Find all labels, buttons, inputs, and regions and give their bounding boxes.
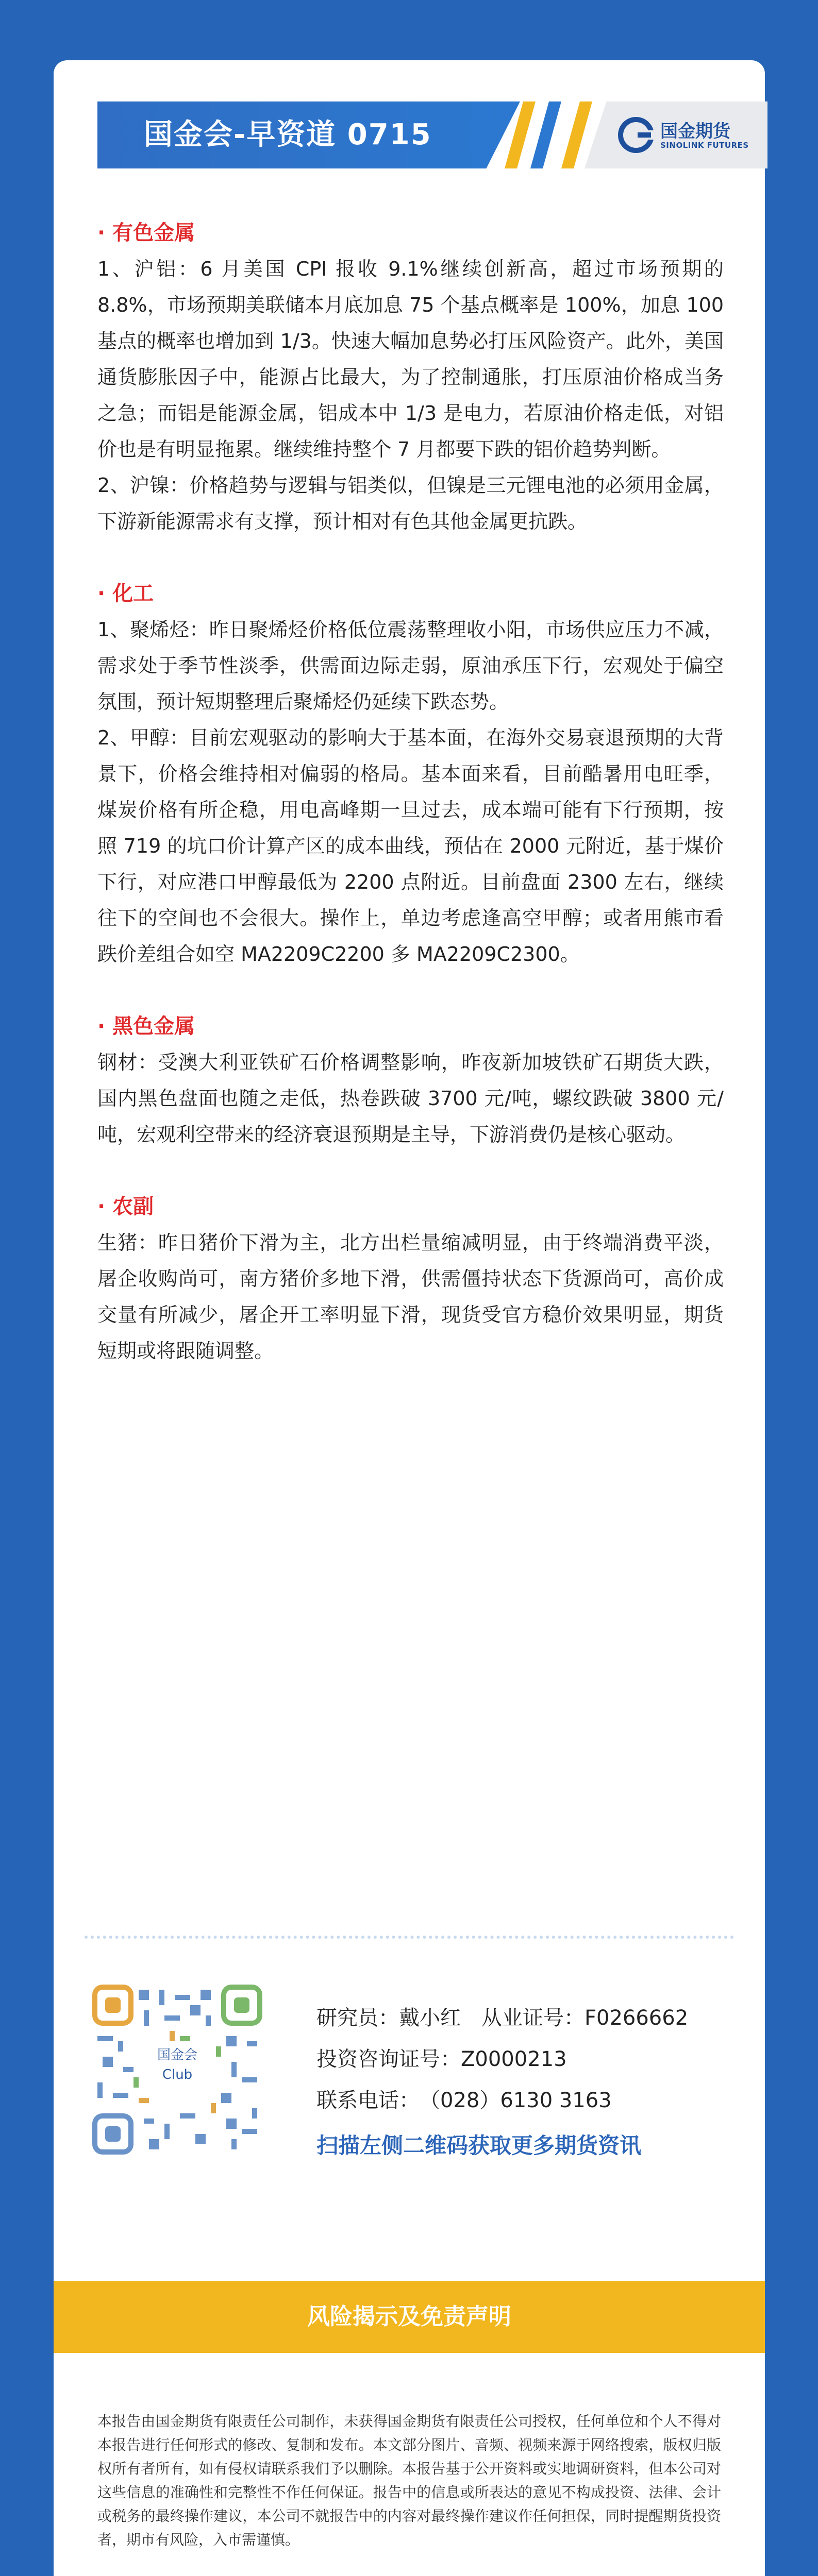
advisory-number: Z0000213 xyxy=(461,2047,567,2071)
qr-code[interactable] xyxy=(92,1985,262,2155)
page-title: 国金会-早资道 0715 xyxy=(144,118,432,151)
brand-name-cn: 国金期货 xyxy=(660,121,730,142)
dotted-divider xyxy=(85,1936,734,1939)
section-paragraph: 生猪：昨日猪价下滑为主，北方出栏量缩减明显，由于终端消费平淡，屠企收购尚可，南方猪价多地下滑，供需僵持状态下货源尚可，高价成交量有所减少，屠企开工率明显下滑，现货受官方稳价效果明显，期货短期或将跟随调整。 xyxy=(97,1231,724,1362)
sinolink-logo-icon xyxy=(618,117,654,153)
researcher-label: 研究员： xyxy=(316,2006,399,2030)
advisory-label: 投资咨询证号： xyxy=(316,2047,461,2071)
decor-stripe xyxy=(530,101,561,168)
section-title: · 农副 xyxy=(97,1195,154,1218)
section-paragraph: 钢材：受澳大利亚铁矿石价格调整影响，昨夜新加坡铁矿石期货大跌，国内黑色盘面也随之走低，热卷跌破 3700 元/吨，螺纹跌破 3800 元/吨，宏观利空带来的经济衰退预期是主导，下游消费仍是核心驱动。 xyxy=(97,1051,724,1146)
researcher-row xyxy=(316,1997,688,2039)
section-paragraph: 1、聚烯烃：昨日聚烯烃价格低位震荡整理收小阳，市场供应压力不减，需求处于季节性淡季，供需面边际走弱，原油承压下行，宏观处于偏空氛围，预计短期整理后聚烯烃仍延续下跌态势。 xyxy=(97,618,724,713)
phone-number[interactable]: （028）6130 3163 xyxy=(420,2089,612,2112)
brand-name-en: SINOLINK FUTURES xyxy=(660,141,749,150)
section-title: · 黑色金属 xyxy=(97,1014,195,1038)
disclaimer-title: 风险揭示及免责声明 xyxy=(54,2281,765,2353)
section-chemicals xyxy=(97,575,724,972)
section-ferrous xyxy=(97,1008,724,1153)
contact-info xyxy=(316,1997,688,2121)
section-paragraph: 2、甲醇：目前宏观驱动的影响大于基本面，在海外交易衰退预期的大背景下，价格会维持相对偏弱的格局。基本面来看，目前酷暑用电旺季，煤炭价格有所企稳，用电高峰期一旦过去，成本端可能有下行预期，按照 719 的坑口价计算产区的成本曲线，预估在 2000 元附近，基于煤价下行，对应港口甲醇最低为 2200 点附近。目前盘面 2300 左右，继续往下的空间也不会很大。操作上，单边考虑逢高空甲醇；或者用熊市看跌价差组合如空 MA2209C2200 多 MA2209C2300。 xyxy=(97,726,724,965)
phone-label: 联系电话： xyxy=(316,2089,420,2112)
section-agriculture xyxy=(97,1189,724,1369)
license-label: 从业证号： xyxy=(481,2006,585,2030)
section-paragraph: 2、沪镍：价格趋势与逻辑与铝类似，但镍是三元锂电池的必须用金属，下游新能源需求有支撑，预计相对有色其他金属更抗跌。 xyxy=(97,474,724,533)
qr-label-line: Club xyxy=(162,2067,193,2082)
license-number: F0266662 xyxy=(585,2006,689,2030)
advisory-row xyxy=(316,2039,688,2080)
section-paragraph: 1、沪铝：6 月美国 CPI 报收 9.1%继续创新高，超过市场预期的 8.8%，市场预期美联储本月底加息 75 个基点概率是 100%，加息 100 基点的概率也增加到 1/3。快速大幅加息势必打压风险资产。此外，美国通货膨胀因子中，能源占比最大，为了控制通胀，打压原油价格成当务之急；而铝是能源金属，铝成本中 1/3 是电力，若原油价格走低，对铝价也是有明显拖累。继续维持整个 7 月都要下跌的铝价趋势判断。 xyxy=(97,258,724,461)
brand-logo xyxy=(618,116,762,155)
phone-row xyxy=(316,2080,688,2121)
decor-stripe xyxy=(561,101,592,168)
report-body xyxy=(97,215,724,1369)
section-nonferrous xyxy=(97,215,724,539)
section-title: · 有色金属 xyxy=(97,221,195,245)
disclaimer-text: 本报告由国金期货有限责任公司制作，未获得国金期货有限责任公司授权，任何单位和个人不得对本报告进行任何形式的修改、复制和发布。本文部分图片、音频、视频来源于网络搜索，版权归版权所有者所有，如有侵权请联系我们予以删除。本报告基于公开资料或实地调研资料，但本公司对这些信息的准确性和完整性不作任何保证。报告中的信息或所表达的意见不构成投资、法律、会计或税务的最终操作建议，本公司不就报告中的内容对最终操作建议作任何担保，同时提醒期货投资者，期市有风险，入市需谨慎。 xyxy=(97,2413,721,2548)
qr-call-to-action: 扫描左侧二维码获取更多期货资讯 xyxy=(316,2133,642,2158)
report-card xyxy=(54,60,765,2576)
qr-center-label xyxy=(141,2045,213,2092)
qr-label-line: 国金会 xyxy=(157,2047,197,2063)
section-title: · 化工 xyxy=(97,582,154,605)
researcher-name: 戴小红 xyxy=(399,2006,461,2030)
header-banner xyxy=(97,101,767,168)
